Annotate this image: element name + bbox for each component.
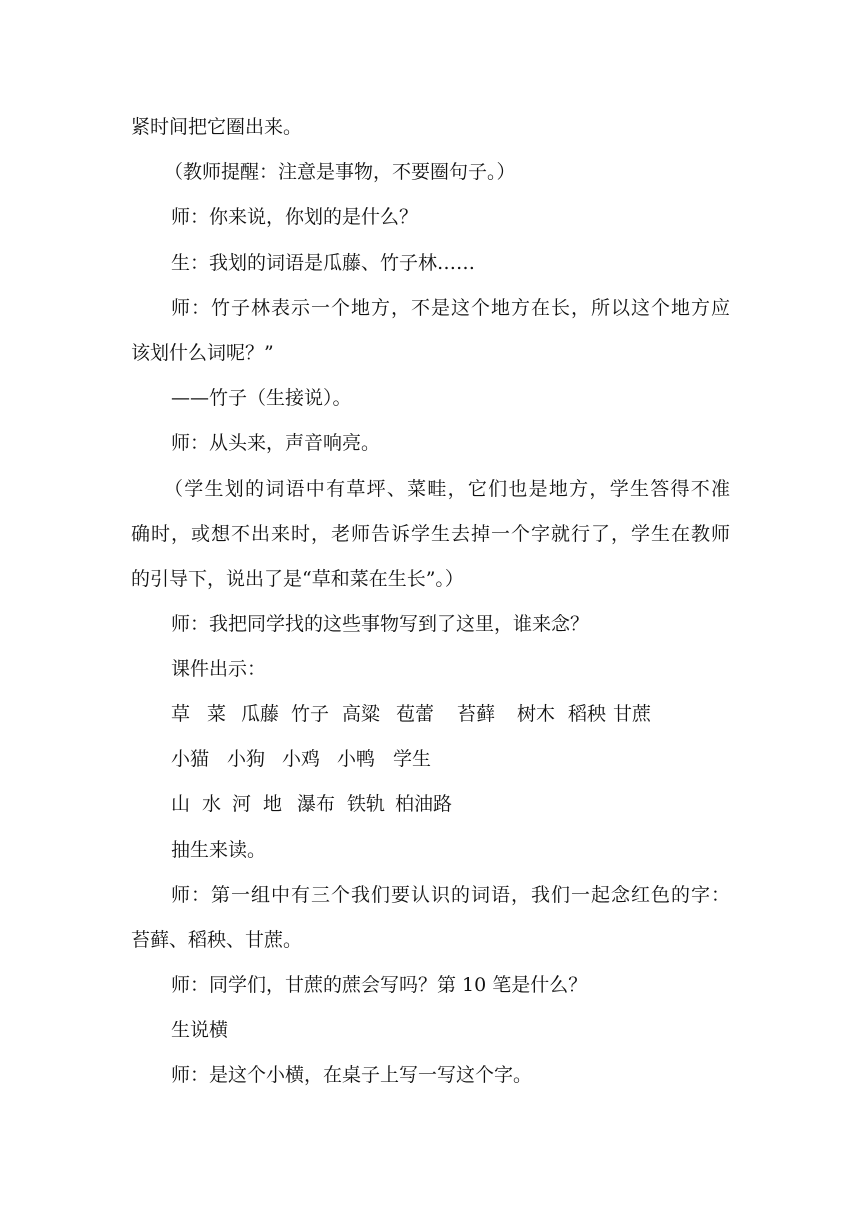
word-item: 山: [171, 793, 191, 815]
word-item: 树木: [517, 703, 556, 725]
word-item: 竹子: [291, 703, 330, 725]
paragraph-line: 生：我划的词语是瓜藤、竹子林……: [171, 252, 476, 274]
word-item: 小猫: [171, 748, 210, 770]
paragraph-line: 师：你来说，你划的是什么？: [171, 206, 419, 228]
paragraph-line: 师：我把同学找的这些事物写到了这里，谁来念？: [171, 613, 590, 635]
paragraph-line: 该划什么词呢？”: [131, 342, 274, 364]
paragraph-line: 确时，或想不出来时，老师告诉学生去掉一个字就行了，学生在教师: [131, 523, 730, 545]
word-item: 学生: [393, 748, 432, 770]
word-item: 小鸭: [337, 748, 376, 770]
paragraph-line: 的引导下，说出了是“草和菜在生长”。）: [131, 568, 464, 590]
word-item: 草: [171, 703, 191, 725]
word-item: 菜: [207, 703, 227, 725]
word-item: 河: [232, 793, 252, 815]
paragraph-line: 师：第一组中有三个我们要认识的词语，我们一起念红色的字：: [171, 884, 730, 906]
word-item: 水: [202, 793, 222, 815]
word-item: 甘蔗: [613, 703, 652, 725]
word-item: 稻秧: [568, 703, 607, 725]
paragraph-line: 课件出示：: [171, 658, 267, 680]
word-item: 铁轨: [347, 793, 386, 815]
word-item: 高粱: [342, 703, 381, 725]
word-item: 瓜藤: [241, 703, 280, 725]
word-item: 苞蕾: [396, 703, 435, 725]
word-item: 瀑布: [297, 793, 336, 815]
word-item: 柏油路: [395, 793, 453, 815]
word-item: 小狗: [227, 748, 266, 770]
paragraph-line: 生说横: [171, 1019, 229, 1041]
paragraph-line: ——竹子（生接说）。: [171, 387, 352, 409]
paragraph-line: 师：是这个小横，在桌子上写一写这个字。: [171, 1064, 533, 1086]
word-item: 苔藓: [457, 703, 496, 725]
paragraph-line: 师：同学们，甘蔗的蔗会写吗？第 10 笔是什么？: [171, 974, 588, 996]
paragraph-line: 师：竹子林表示一个地方，不是这个地方在长，所以这个地方应: [171, 297, 730, 319]
word-item: 地: [263, 793, 283, 815]
word-item: 小鸡: [282, 748, 321, 770]
paragraph-line: （学生划的词语中有草坪、菜畦，它们也是地方，学生答得不准: [164, 478, 730, 500]
paragraph-line: 抽生来读。: [171, 839, 267, 861]
paragraph-line: 紧时间把它圈出来。: [131, 116, 303, 138]
paragraph-line: 师：从头来，声音响亮。: [171, 432, 381, 454]
paragraph-line: 苔藓、稻秧、甘蔗。: [131, 929, 303, 951]
paragraph-line: （教师提醒：注意是事物，不要圈句子。）: [164, 161, 516, 183]
